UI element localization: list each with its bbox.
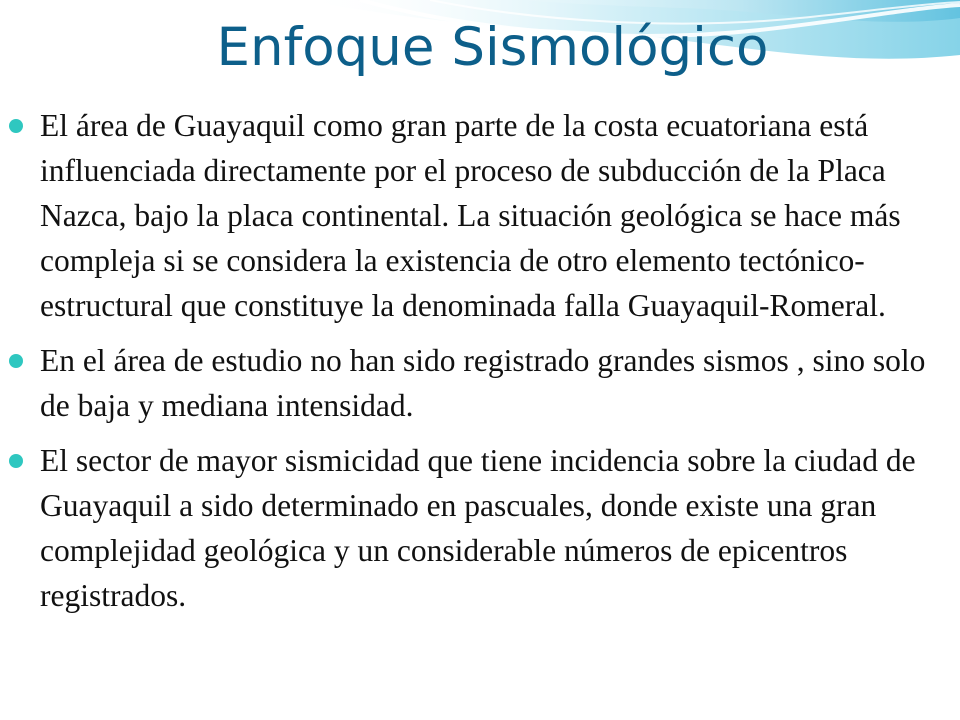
- bullet-text: El sector de mayor sismicidad que tiene incidencia sobre la ciudad de Guayaquil a sido determinado en pascuales, donde existe una gran complejidad geológica y un considerable números de epicentros registrados.: [40, 443, 916, 613]
- bullet-text: En el área de estudio no han sido registrado grandes sismos , sino solo de baja y mediana intensidad.: [40, 343, 926, 423]
- bullet-dot-icon: [9, 454, 23, 468]
- bullet-dot-icon: [9, 119, 23, 133]
- bullet-dot-icon: [9, 354, 23, 368]
- bullet-item: [40, 438, 950, 618]
- bullet-text: El área de Guayaquil como gran parte de la costa ecuatoriana está influenciada directamente por el proceso de subducción de la Placa Nazca, bajo la placa continental. La situación geológica se hace más compleja si se considera la existencia de otro elemento tectónico-estructural que constituye la denominada falla Guayaquil-Romeral.: [40, 108, 901, 323]
- bullet-item: [40, 103, 950, 328]
- bullet-list: [40, 103, 950, 628]
- slide-title: Enfoque Sismológico: [216, 17, 769, 78]
- bullet-item: [40, 338, 950, 428]
